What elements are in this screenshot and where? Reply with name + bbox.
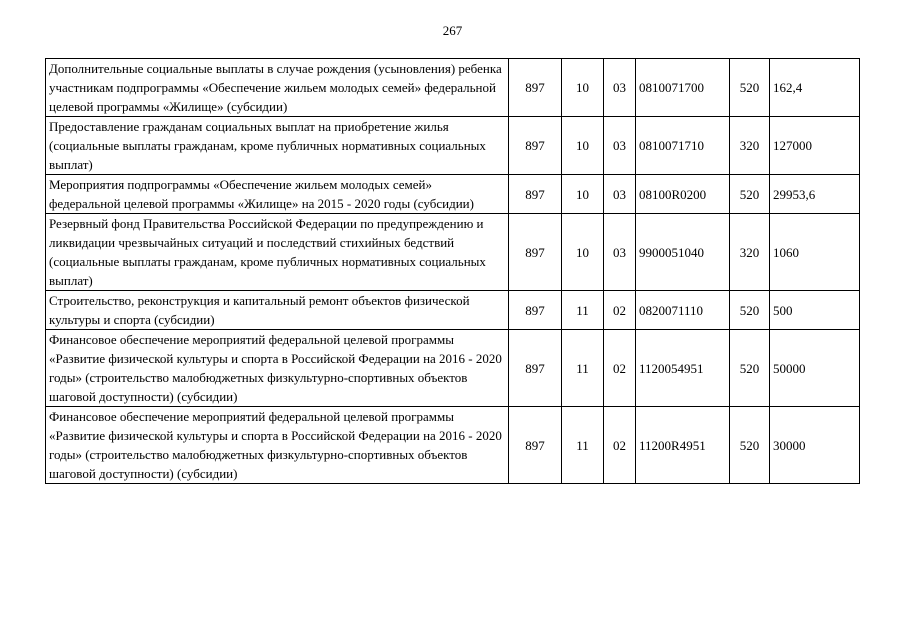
section-code-cell: 10 — [562, 214, 604, 291]
table-row — [46, 117, 860, 175]
table-row — [46, 175, 860, 214]
target-article-code-cell: 08100R0200 — [636, 175, 730, 214]
expense-name-cell: Предоставление гражданам социальных выплат на приобретение жилья (социальные выплаты гражданам, кроме публичных нормативных социальных выплат) — [46, 117, 509, 175]
expense-name-cell: Дополнительные социальные выплаты в случае рождения (усыновления) ребенка участникам подпрограммы «Обеспечение жильем молодых семей» федеральной целевой программы «Жилище» (субсидии) — [46, 59, 509, 117]
table-row — [46, 330, 860, 407]
expense-type-code-cell: 520 — [730, 291, 770, 330]
target-article-code-cell: 0810071700 — [636, 59, 730, 117]
amount-cell: 162,4 — [770, 59, 860, 117]
amount-cell: 30000 — [770, 407, 860, 484]
amount-cell: 50000 — [770, 330, 860, 407]
section-code-cell: 10 — [562, 117, 604, 175]
section-code-cell: 10 — [562, 59, 604, 117]
department-code-cell: 897 — [509, 291, 562, 330]
table-row — [46, 214, 860, 291]
subsection-code-cell: 02 — [604, 407, 636, 484]
department-code-cell: 897 — [509, 330, 562, 407]
department-code-cell: 897 — [509, 59, 562, 117]
section-code-cell: 11 — [562, 291, 604, 330]
subsection-code-cell: 03 — [604, 117, 636, 175]
subsection-code-cell: 03 — [604, 59, 636, 117]
department-code-cell: 897 — [509, 175, 562, 214]
amount-cell: 29953,6 — [770, 175, 860, 214]
subsection-code-cell: 02 — [604, 330, 636, 407]
department-code-cell: 897 — [509, 117, 562, 175]
department-code-cell: 897 — [509, 407, 562, 484]
section-code-cell: 11 — [562, 330, 604, 407]
expense-name-cell: Строительство, реконструкция и капитальный ремонт объектов физической культуры и спорта (субсидии) — [46, 291, 509, 330]
budget-table — [45, 58, 860, 484]
expense-name-cell: Финансовое обеспечение мероприятий федеральной целевой программы «Развитие физической культуры и спорта в Российской Федерации на 2016 - 2020 годы» (строительство малобюджетных физкультурно-спортивных объектов шаговой доступности) (субсидии) — [46, 407, 509, 484]
target-article-code-cell: 1120054951 — [636, 330, 730, 407]
expense-type-code-cell: 320 — [730, 117, 770, 175]
table-row — [46, 407, 860, 484]
subsection-code-cell: 02 — [604, 291, 636, 330]
expense-type-code-cell: 520 — [730, 407, 770, 484]
expense-type-code-cell: 520 — [730, 59, 770, 117]
table-row — [46, 291, 860, 330]
target-article-code-cell: 0820071110 — [636, 291, 730, 330]
expense-name-cell: Мероприятия подпрограммы «Обеспечение жильем молодых семей» федеральной целевой программы «Жилище» на 2015 - 2020 годы (субсидии) — [46, 175, 509, 214]
expense-name-cell: Резервный фонд Правительства Российской Федерации по предупреждению и ликвидации чрезвычайных ситуаций и последствий стихийных бедствий (социальные выплаты гражданам, кроме публичных нормативных социальных выплат) — [46, 214, 509, 291]
target-article-code-cell: 0810071710 — [636, 117, 730, 175]
target-article-code-cell: 11200R4951 — [636, 407, 730, 484]
amount-cell: 1060 — [770, 214, 860, 291]
subsection-code-cell: 03 — [604, 214, 636, 291]
expense-type-code-cell: 520 — [730, 175, 770, 214]
expense-name-cell: Финансовое обеспечение мероприятий федеральной целевой программы «Развитие физической культуры и спорта в Российской Федерации на 2016 - 2020 годы» (строительство малобюджетных физкультурно-спортивных объектов шаговой доступности) (субсидии) — [46, 330, 509, 407]
amount-cell: 127000 — [770, 117, 860, 175]
section-code-cell: 11 — [562, 407, 604, 484]
expense-type-code-cell: 520 — [730, 330, 770, 407]
target-article-code-cell: 9900051040 — [636, 214, 730, 291]
page-number: 267 — [442, 23, 463, 38]
subsection-code-cell: 03 — [604, 175, 636, 214]
department-code-cell: 897 — [509, 214, 562, 291]
expense-type-code-cell: 320 — [730, 214, 770, 291]
table-row — [46, 59, 860, 117]
amount-cell: 500 — [770, 291, 860, 330]
section-code-cell: 10 — [562, 175, 604, 214]
